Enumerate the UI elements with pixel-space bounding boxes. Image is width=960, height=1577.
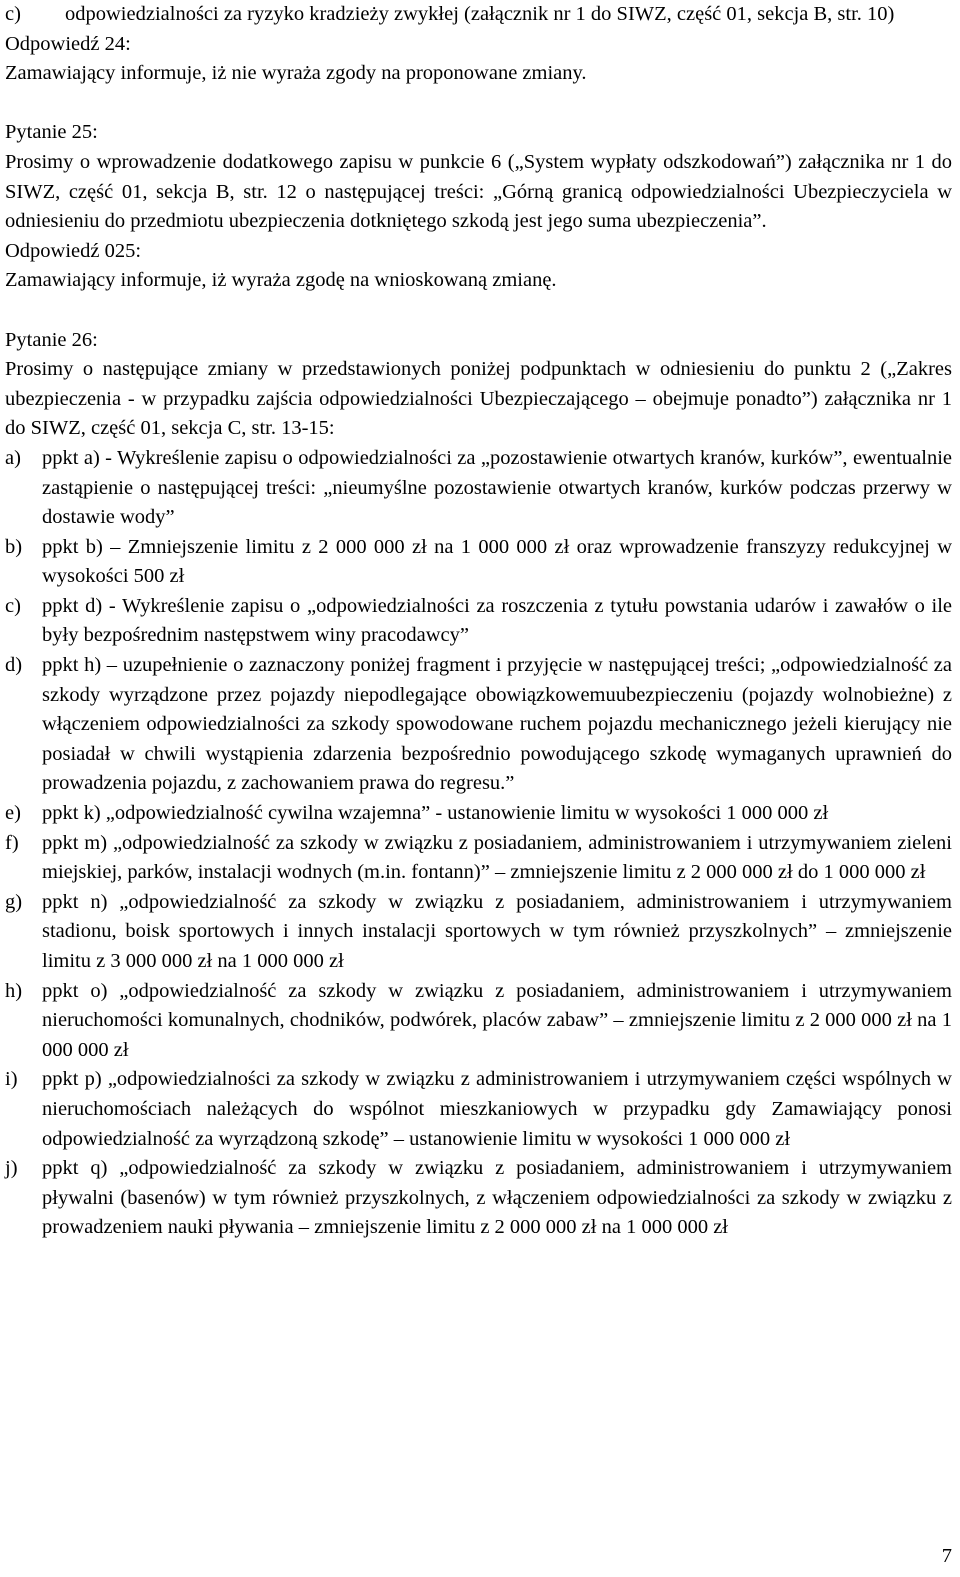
list-item-text: ppkt d) - Wykreślenie zapisu o „odpowiedzialności za roszczenia z tytułu powstania udarów i zawałów o ile były bezpośrednim następstwem winy pracodawcy”: [42, 594, 952, 647]
question-25-heading: Pytanie 25:: [5, 121, 98, 144]
list-item-text: ppkt m) „odpowiedzialność za szkody w związku z posiadaniem, administrowaniem i utrzymywaniem zieleni miejskiej, parków, instalacji wodnych (m.in. fontann)” – zmniejszenie limitu z 2 000 000 zł do 1 000 000 zł: [42, 831, 952, 884]
question-26-heading: Pytanie 26:: [5, 328, 98, 351]
list-item-label: f): [5, 831, 19, 854]
list-item: [5, 1154, 952, 1243]
answer-25-heading: Odpowiedź 025:: [5, 239, 142, 262]
list-item-label: g): [5, 890, 23, 913]
list-item-text: ppkt b) – Zmniejszenie limitu z 2 000 000 zł na 1 000 000 zł oraz wprowadzenie franszyzy redukcyjnej w wysokości 500 zł: [42, 535, 952, 588]
list-item: [5, 829, 952, 888]
list-item: [5, 444, 952, 533]
list-item-label: b): [5, 535, 23, 558]
answer-24-text: Zamawiający informuje, iż nie wyraża zgody na proponowane zmiany.: [5, 62, 587, 85]
list-item-label: j): [5, 1157, 18, 1180]
page-number: 7: [941, 1545, 952, 1567]
list-item-label: c): [5, 594, 21, 617]
list-item: [5, 977, 952, 1066]
answer-24-heading: Odpowiedź 24:: [5, 32, 131, 55]
list-item-label: a): [5, 446, 21, 469]
list-item-text: ppkt n) „odpowiedzialność za szkody w związku z posiadaniem, administrowaniem i utrzymywaniem stadionu, boisk sportowych i innych instalacji sportowych w tym również przyszkolnych” – zmniejszenie limitu z 3 000 000 zł na 1 000 000 zł: [42, 890, 952, 972]
list-item: [5, 651, 952, 799]
list-item-text: ppkt o) „odpowiedzialność za szkody w związku z posiadaniem, administrowaniem i utrzymywaniem nieruchomości komunalnych, chodników, podwórek, placów zabaw” – zmniejszenie limitu z 2 000 000 zł na 1 000 000 zł: [42, 979, 952, 1061]
list-item-label: e): [5, 802, 21, 825]
list-item-label: h): [5, 979, 23, 1002]
list-item: [5, 533, 952, 592]
list-item: [5, 1065, 952, 1154]
list-item: [5, 592, 952, 651]
list-item-text: ppkt k) „odpowiedzialność cywilna wzajemna” - ustanowienie limitu w wysokości 1 000 000 zł: [42, 802, 829, 825]
top-list-item: [5, 0, 952, 30]
list-item: [5, 799, 952, 829]
list-item-text: ppkt q) „odpowiedzialność za szkody w związku z posiadaniem, administrowaniem i utrzymywaniem pływalni (basenów) w tym również przyszkolnych, z włączeniem odpowiedzialności za szkody w związku z prowadzeniem nauki pływania – zmniejszenie limitu z 2 000 000 zł na 1 000 000 zł: [42, 1157, 952, 1239]
question-26-list: [5, 444, 952, 1243]
list-item-text: ppkt p) „odpowiedzialności za szkody w związku z administrowaniem i utrzymywaniem części wspólnych w nieruchomościach należących do wspólnot mieszkaniowych w przypadku gdy Zamawiający ponosi odpowiedzialność za wyrządzoną szkodę” – ustanowienie limitu w wysokości 1 000 000 zł: [42, 1068, 952, 1150]
list-item-text: ppkt a) - Wykreślenie zapisu o odpowiedzialności za „pozostawienie otwartych kranów, kurków”, ewentualnie zastąpienie o następującej treści: „nieumyślne pozostawienie otwartych kranów, kurków podczas przerwy w dostawie wody”: [42, 446, 952, 529]
list-item-text: ppkt h) – uzupełnienie o zaznaczony poniżej fragment i przyjęcie w następującej treści; „odpowiedzialność za szkody wyrządzone przez pojazdy niepodlegające obowiązkowemuubezpieczeniu (pojazdy wolnobieżne) z włączeniem odpowiedzialności za szkody spowodowane ruchem pojazdu mechanicznego jeżeli kierujący nie posiadał w chwili wystąpienia zdarzenia bezpośrednio powodującego szkodę wymaganych uprawnień do prowadzenia pojazdu, z zachowaniem prawa do regresu.”: [42, 654, 952, 795]
document-page: [5, 0, 952, 1243]
question-25-text: Prosimy o wprowadzenie dodatkowego zapisu w punkcie 6 („System wypłaty odszkodowań”) załącznika nr 1 do SIWZ, część 01, sekcja B, str. 12 o następującej treści: „Górną granicą odpowiedzialności Ubezpieczyciela w odniesieniu do przedmiotu ubezpieczenia dotkniętego szkodą jest jego suma ubezpieczenia”.: [5, 150, 952, 233]
list-item-label: d): [5, 654, 23, 677]
answer-25-text: Zamawiający informuje, iż wyraża zgodę na wnioskowaną zmianę.: [5, 269, 557, 292]
list-item-label: i): [5, 1068, 18, 1091]
list-item-text: odpowiedzialności za ryzyko kradzieży zwykłej (załącznik nr 1 do SIWZ, część 01, sekcja B, str. 10): [65, 3, 895, 25]
question-26-text: Prosimy o następujące zmiany w przedstawionych poniżej podpunktach w odniesieniu do punktu 2 („Zakres ubezpieczenia - w przypadku zajścia odpowiedzialności Ubezpieczającego – obejmuje ponadto”) załącznika nr 1 do SIWZ, część 01, sekcja C, str. 13-15:: [5, 358, 952, 440]
list-item-label: c): [5, 3, 21, 25]
list-item: [5, 888, 952, 977]
